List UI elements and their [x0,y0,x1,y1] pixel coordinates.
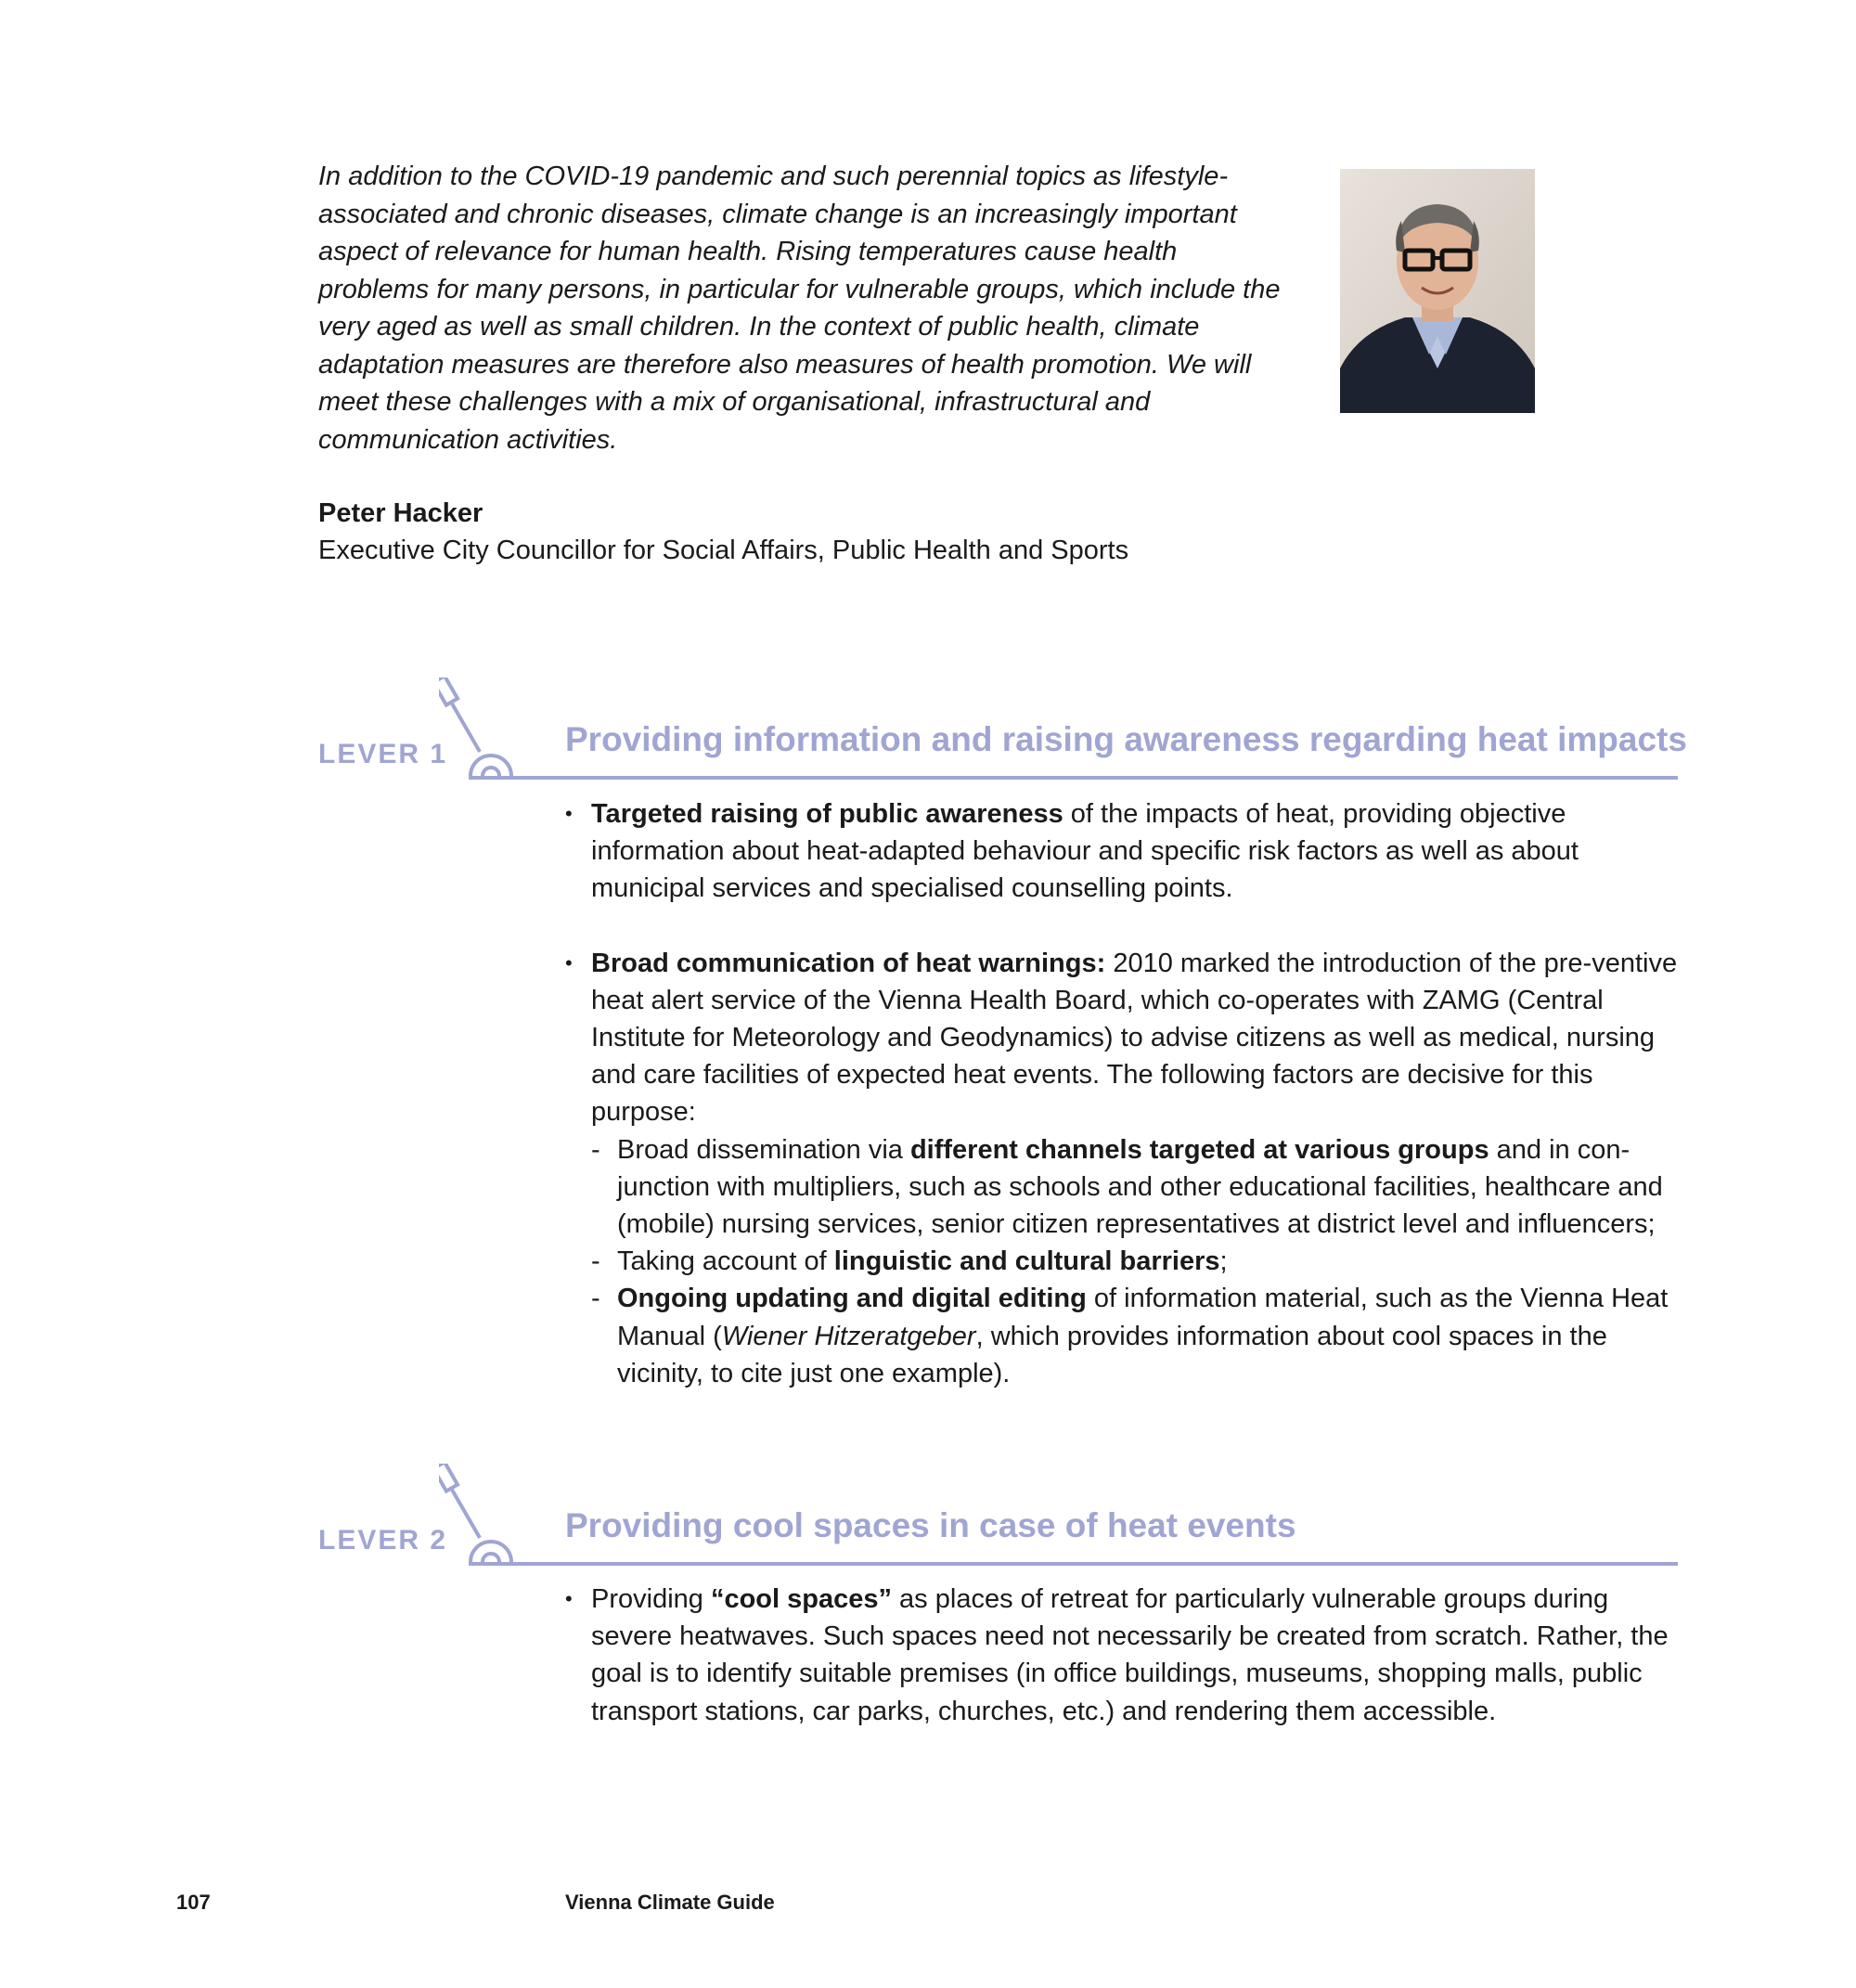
sub-list-item: - Broad dissemination via different channels targeted at various groups and in con-junction with multipliers, such as schools and other educational facilities, healthcare and (mobile) nursing services, senior citizen representatives at district level and influencers; [591,1134,1663,1240]
footer-title: Vienna Climate Guide [565,1891,775,1914]
lever-icon [439,1464,532,1566]
lever-2-label: LEVER 2 [318,1525,448,1556]
list-item: • Providing “cool spaces” as places of retreat for particularly vulnerable groups during severe heatwaves. Such spaces need not necessarily be created from scratch. Rather, the goal is to identify suitable premises (in office buildings, museums, shopping malls, public transport stations, car parks, churches, etc.) and rendering them accessible. [565,1581,1679,1730]
lever-1-title: Providing information and raising awareness regarding heat impacts [565,720,1687,758]
portrait-photo [1340,169,1535,413]
page-number: 107 [176,1891,211,1914]
lever-2-content [565,1581,1679,1730]
sub-list-item: - Taking account of linguistic and cultural barriers; [591,1246,1228,1277]
lever-1-header [318,678,1687,780]
lever-1-content [565,795,1679,1392]
lever-icon [439,678,532,780]
sub-list-item: - Ongoing updating and digital editing of information material, such as the Vienna Heat Manual (Wiener Hitzeratgeber, which provides information about cool spaces in the vicinity, to cite just one example). [591,1284,1669,1388]
lever-1-rule [469,776,1678,780]
lever-2-title: Providing cool spaces in case of heat events [565,1506,1296,1544]
author-name: Peter Hacker [318,498,483,528]
list-item: • Targeted raising of public awareness of the impacts of heat, providing objective information about heat-adapted behaviour and specific risk factors as well as about municipal services and specialised counselling points. [565,795,1679,908]
lever-2-header [318,1464,1678,1566]
author-role: Executive City Councillor for Social Affairs, Public Health and Sports [318,536,1129,565]
lever-2-rule [469,1562,1678,1566]
intro-quote: In addition to the COVID-19 pandemic and such perennial topics as lifestyle-associated and chronic diseases, climate change is an increasingly important aspect of relevance for human health. Rising temperatures cause health problems for many persons, in particular for vulnerable groups, which include the very aged as well as small children. In the context of public health, climate adaptation measures are therefore also measures of health promotion. We will meet these challenges with a mix of organisational, infrastructural and communication activities. [318,161,1281,455]
list-item: • Broad communication of heat warnings: 2010 marked the introduction of the pre-ventive heat alert service of the Vienna Health Board, which co-operates with ZAMG (Central Institute for Meteorology and Geodynamics) to advise citizens as well as medical, nursing and care facilities of expected heat events. The following factors are decisive for this purpose: [565,945,1679,1131]
lever-1-label: LEVER 1 [318,739,448,769]
